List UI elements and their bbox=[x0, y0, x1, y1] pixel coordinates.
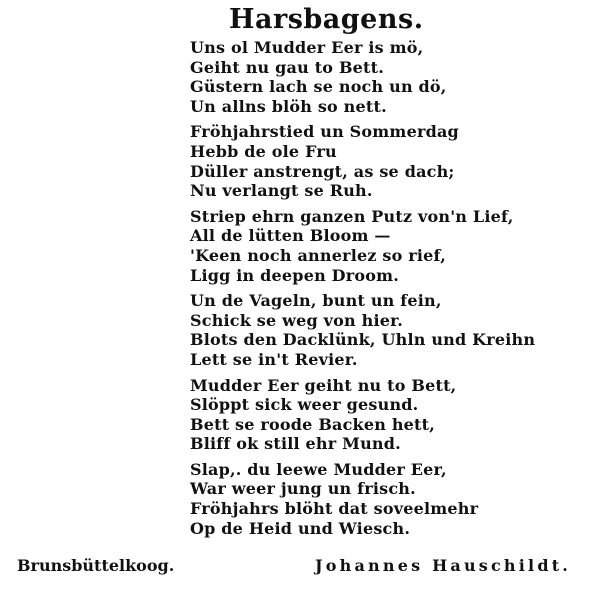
poem-line: Fröhjahrs blöht dat soveelmehr bbox=[190, 499, 479, 519]
poem-line: Slap,. du leewe Mudder Eer, bbox=[190, 459, 447, 479]
stanza bbox=[190, 207, 550, 285]
poem-line: Mudder Eer geiht nu to Bett, bbox=[190, 375, 457, 395]
poem-line: Güstern lach se noch un dö, bbox=[190, 77, 447, 97]
poem-line: Un allns blöh so nett. bbox=[190, 96, 387, 116]
poem-line: Slöppt sick weer gesund. bbox=[190, 395, 419, 415]
poem-title: Harsbagens. bbox=[229, 4, 424, 35]
poem-line: Ligg in deepen Droom. bbox=[190, 265, 400, 285]
stanza bbox=[190, 122, 550, 200]
stanza bbox=[190, 460, 550, 538]
poem-line: Düller anstrengt, as se dach; bbox=[190, 161, 455, 181]
place-name: Brunsbüttelkoog. bbox=[17, 556, 175, 575]
poem-line: Bliff ok still ehr Mund. bbox=[190, 434, 401, 454]
stanza bbox=[190, 376, 550, 454]
poem-body bbox=[190, 38, 550, 544]
poem-line: Op de Heid und Wiesch. bbox=[190, 518, 411, 538]
poem-line: 'Keen noch annerlez so rief, bbox=[190, 245, 447, 265]
poem-line: All de lütten Bloom — bbox=[190, 226, 391, 246]
poem-line: Hebb de ole Fru bbox=[190, 141, 337, 161]
poem-line: Bett se roode Backen hett, bbox=[190, 414, 435, 434]
poem-line: Un de Vageln, bunt un fein, bbox=[190, 291, 442, 311]
poem-line: Nu verlangt se Ruh. bbox=[190, 181, 373, 201]
stanza bbox=[190, 291, 550, 369]
poem-line: Lett se in't Revier. bbox=[190, 349, 358, 369]
stanza bbox=[190, 38, 550, 116]
poem-line: Striep ehrn ganzen Putz von'n Lief, bbox=[190, 206, 514, 226]
poem-line: Geiht nu gau to Bett. bbox=[190, 57, 384, 77]
author-name: Johannes Hauschildt. bbox=[315, 556, 572, 575]
poem-line: Fröhjahrstied un Sommerdag bbox=[190, 122, 459, 142]
poem-line: Schick se weg von hier. bbox=[190, 310, 404, 330]
poem-line: Uns ol Mudder Eer is mö, bbox=[190, 38, 424, 57]
poem-line: War weer jung un frisch. bbox=[190, 479, 416, 499]
poem-line: Blots den Dacklünk, Uhln und Kreihn bbox=[190, 330, 536, 350]
